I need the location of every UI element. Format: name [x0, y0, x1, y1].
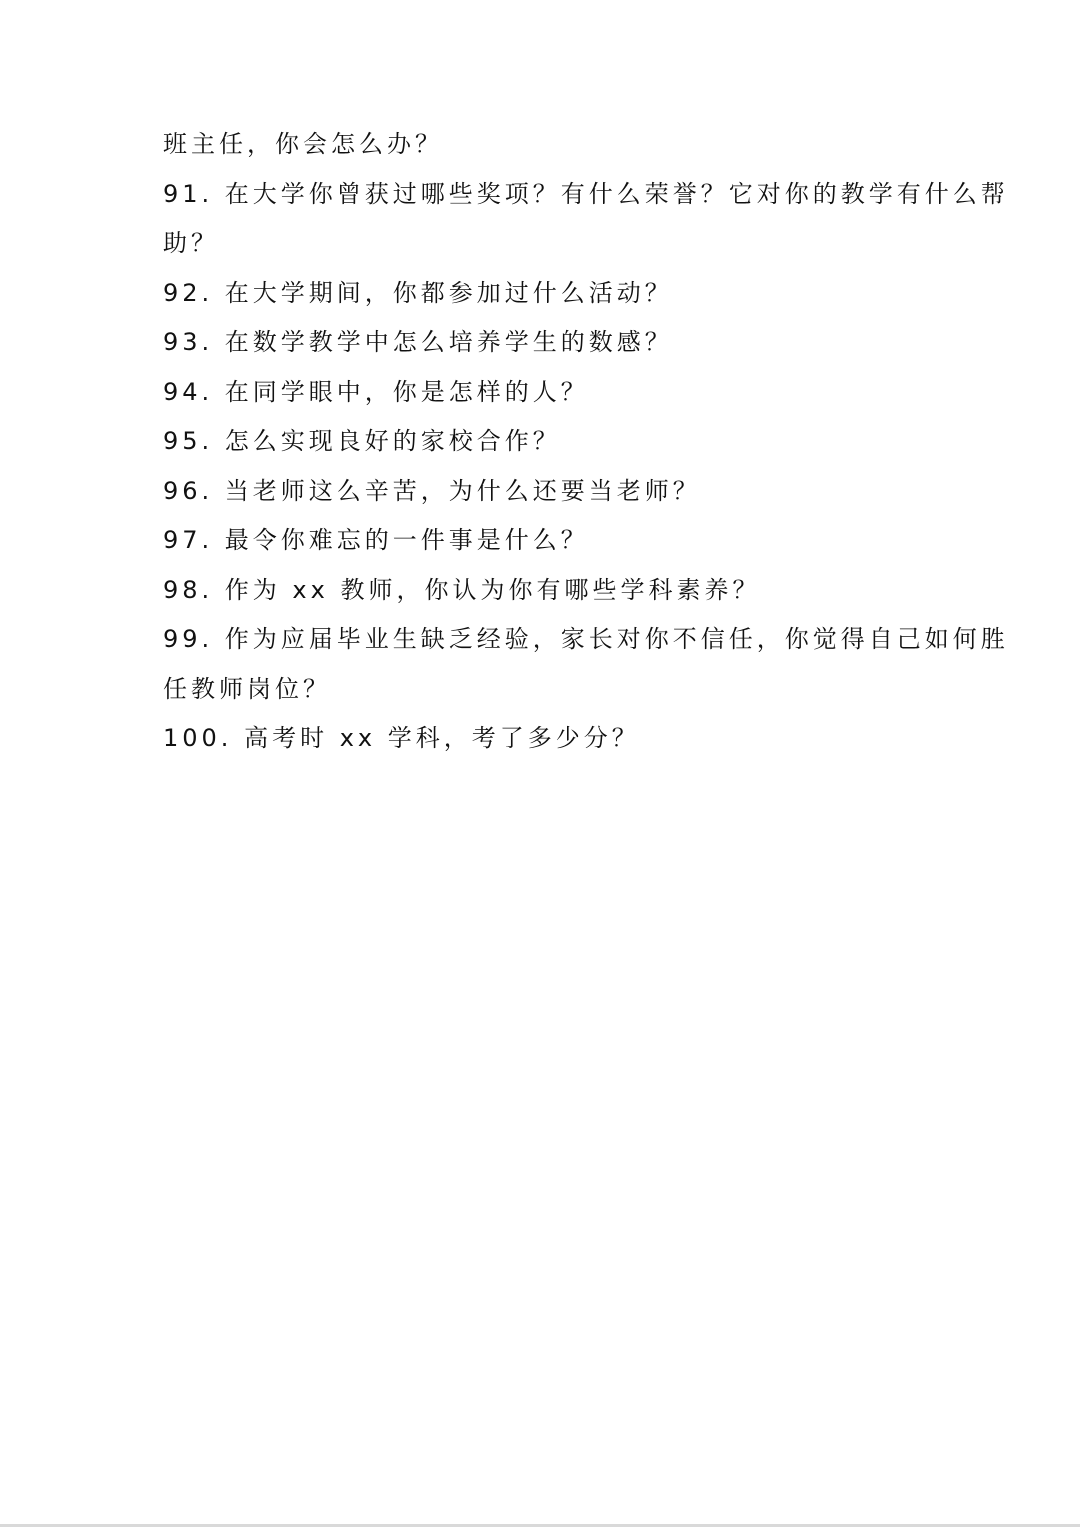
question-text-line: 班主任，你会怎么办？ [163, 130, 443, 158]
question-95: 95. 怎么实现良好的家校合作？ [163, 427, 561, 455]
question-92: 92. 在大学期间，你都参加过什么活动？ [163, 278, 673, 307]
question-94: 94. 在同学眼中，你是怎样的人？ [163, 377, 589, 406]
question-96: 96. 当老师这么辛苦，为什么还要当老师？ [163, 476, 701, 505]
question-91-line-1: 91. 在大学你曾获过哪些奖项？有什么荣誉？它对你的教学有什么帮 [163, 179, 1009, 208]
question-99-line-1: 99. 作为应届毕业生缺乏经验，家长对你不信任，你觉得自己如何胜 [163, 625, 1009, 653]
question-98: 98. 作为 xx 教师，你认为你有哪些学科素养？ [163, 575, 761, 604]
question-list [163, 120, 1009, 764]
question-91-line-2: 助？ [163, 229, 219, 257]
question-99-line-2: 任教师岗位？ [163, 674, 331, 703]
question-97: 97. 最令你难忘的一件事是什么？ [163, 526, 589, 554]
question-93: 93. 在数学教学中怎么培养学生的数感？ [163, 328, 673, 356]
question-100: 100. 高考时 xx 学科，考了多少分？ [163, 724, 640, 752]
